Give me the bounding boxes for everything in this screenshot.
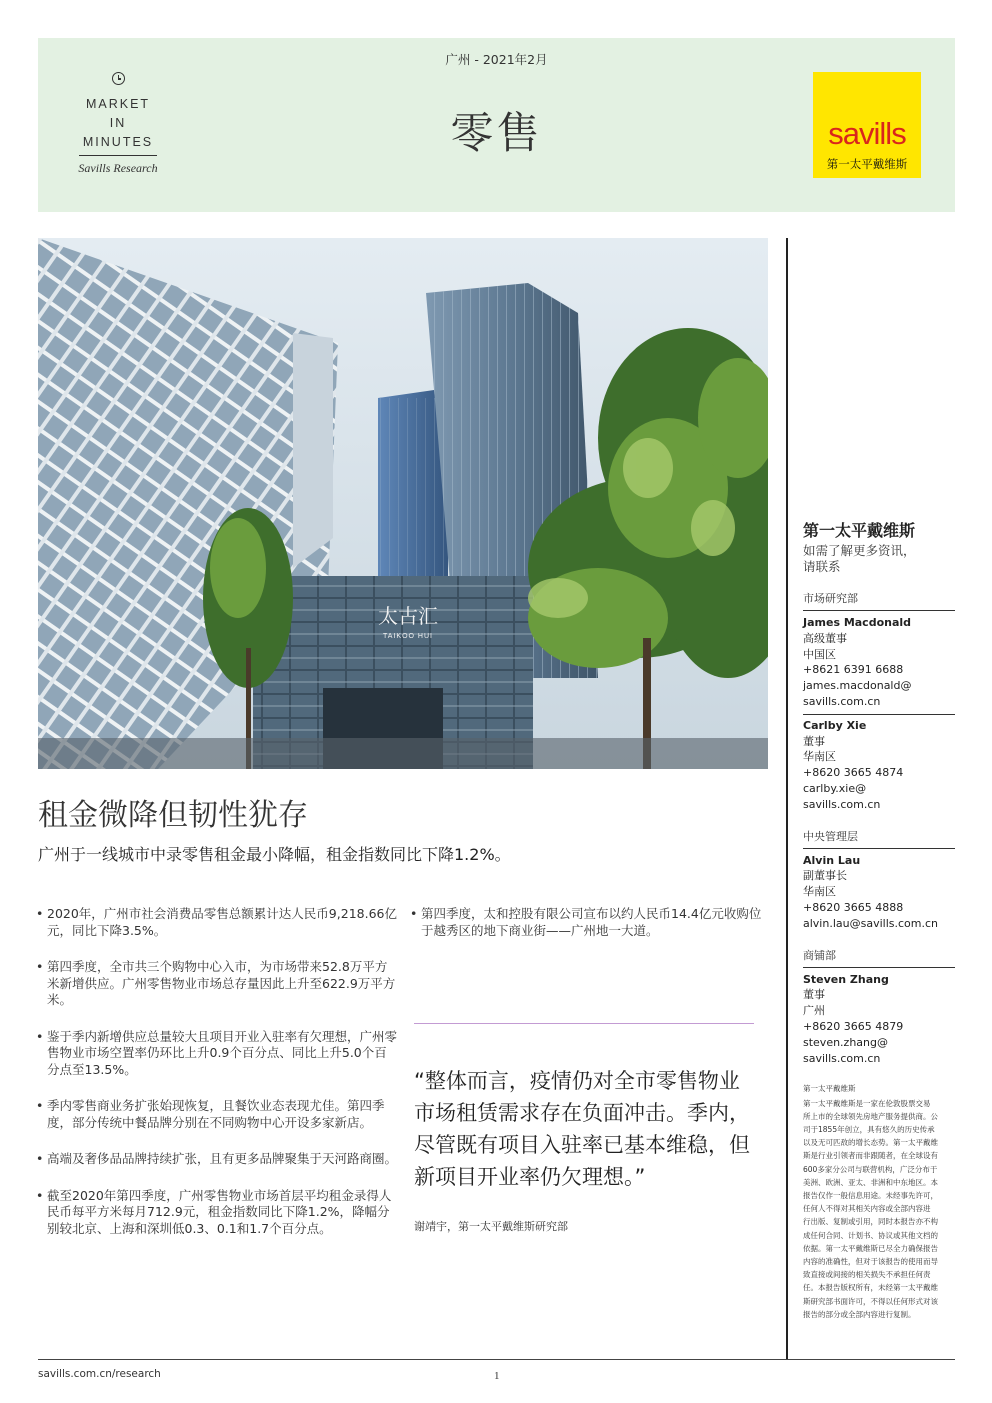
contact-email-link[interactable]: alvin.lau@savills.com.cn bbox=[803, 916, 938, 930]
lead-summary: 广州于一线城市中录零售租金最小降幅，租金指数同比下降1.2%。 bbox=[38, 845, 511, 864]
contact-card bbox=[803, 972, 955, 1067]
footer-research-link[interactable]: savills.com.cn/research bbox=[38, 1368, 161, 1380]
brand-line: MARKET bbox=[85, 97, 151, 111]
contact-title: 副董事长 bbox=[803, 869, 847, 883]
about-line: 任。本报告版权所有，未经第一太平戴维 bbox=[803, 1283, 938, 1293]
headline: 租金微降但韧性犹存 bbox=[38, 798, 308, 833]
about-line: 600多家分公司与联营机构，广泛分布于 bbox=[803, 1164, 938, 1174]
contact-prompt-line: 请联系 bbox=[803, 559, 841, 574]
section-title: 商铺部 bbox=[803, 947, 955, 968]
cover-photo-taikoo-hui bbox=[38, 238, 768, 769]
section-title: 市场研究部 bbox=[803, 590, 955, 611]
quote-source: 谢靖宇，第一太平戴维斯研究部 bbox=[414, 1220, 568, 1233]
bullet-point: • 第四季度，全市共三个购物中心入市，为市场带来52.8万平方米新增供应。广州零售物业市场总存量因此上升至622.9万平方米。 bbox=[38, 959, 398, 1009]
pull-quote: “整体而言，疫情仍对全市零售物业市场租赁需求存在负面冲击。季内，尽管既有项目入驻率已基本维稳，但新项目开业率仍欠理想。” bbox=[414, 1069, 750, 1189]
contact-card bbox=[803, 714, 955, 813]
contact-title: 董事 bbox=[803, 734, 825, 748]
bullet-point: • 季内零售商业务扩张始现恢复，且餐饮业态表现尤佳。第四季度，部分传统中餐品牌分别在不同购物中心开设多家新店。 bbox=[38, 1098, 398, 1131]
contact-email-link[interactable]: savills.com.cn bbox=[803, 1051, 881, 1065]
savills-logo bbox=[813, 72, 921, 178]
contact-name: Steven Zhang bbox=[803, 972, 889, 986]
section-title: 中央管理层 bbox=[803, 828, 955, 849]
contact-region: 中国区 bbox=[803, 647, 836, 661]
contact-card bbox=[803, 615, 955, 710]
logo-chinese-name: 第一太平戴维斯 bbox=[826, 157, 908, 171]
contact-title: 高级董事 bbox=[803, 631, 847, 645]
contact-phone: +8621 6391 6688 bbox=[803, 663, 904, 677]
about-line: 司于1855年创立，具有悠久的历史传承 bbox=[803, 1124, 935, 1134]
bullet-point: • 鉴于季内新增供应总量较大且项目开业入驻率有欠理想，广州零售物业市场空置率仍环比上升0.9个百分点、同比上升5.0个百分点至13.5%。 bbox=[38, 1029, 398, 1079]
report-date: 广州 - 2021年2月 bbox=[445, 52, 548, 67]
contact-email-link[interactable]: carlby.xie@ bbox=[803, 781, 867, 795]
header-banner bbox=[38, 38, 955, 212]
contact-phone: +8620 3665 4888 bbox=[803, 900, 904, 914]
bullet-point: • 截至2020年第四季度，广州零售物业市场首层平均租金录得人民币每平方米每月712.9元，租金指数同比下降1.2%，降幅分别较北京、上海和深圳低0.3、0.1和1.7个百分点。 bbox=[38, 1188, 398, 1238]
contact-email-link[interactable]: james.macdonald@ bbox=[803, 679, 912, 693]
brand-line: IN bbox=[109, 116, 127, 130]
clock-icon bbox=[112, 72, 125, 85]
bullet-point: • 第四季度，太和控股有限公司宣布以约人民币14.4亿元收购位于越秀区的地下商业街——广州地一大道。 bbox=[412, 906, 762, 939]
about-line: 所上市的全球领先房地产服务提供商。公 bbox=[803, 1111, 938, 1121]
about-title: 第一太平戴维斯 bbox=[803, 1084, 856, 1094]
contact-name: James Macdonald bbox=[803, 616, 912, 629]
page-number: 1 bbox=[494, 1370, 500, 1382]
about-line: 斯是行业引领者而非跟随者，在全球设有 bbox=[803, 1151, 938, 1161]
quote-divider bbox=[414, 1023, 754, 1024]
about-disclaimer bbox=[803, 1082, 955, 1321]
contact-title: 董事 bbox=[803, 988, 825, 1002]
contact-sidebar bbox=[803, 518, 955, 1321]
footer-divider bbox=[38, 1359, 955, 1360]
contact-prompt bbox=[803, 543, 955, 575]
about-line: 致直接或间接的相关损失不承担任何责 bbox=[803, 1270, 931, 1280]
about-line: 斯研究部书面许可，不得以任何形式对该 bbox=[803, 1296, 938, 1306]
contact-name: Alvin Lau bbox=[803, 853, 861, 867]
contact-region: 华南区 bbox=[803, 885, 836, 899]
about-line: 成任何合同、计划书、协议或其他文档的 bbox=[803, 1230, 938, 1240]
contact-email-link[interactable]: savills.com.cn bbox=[803, 694, 881, 708]
about-line: 行出版、复制或引用，同时本报告亦不构 bbox=[803, 1217, 938, 1227]
about-line: 任何人不得对其相关内容或全部内容进 bbox=[803, 1204, 931, 1214]
key-points-left bbox=[38, 906, 398, 1257]
building-sign-chinese: 太古汇 bbox=[378, 606, 438, 628]
contact-email-link[interactable]: savills.com.cn bbox=[803, 797, 881, 811]
about-line: 美洲、欧洲、亚太、非洲和中东地区。本 bbox=[803, 1177, 938, 1187]
contact-phone: +8620 3665 4879 bbox=[803, 1019, 904, 1033]
contact-region: 广州 bbox=[803, 1004, 825, 1018]
brand-line: MINUTES bbox=[82, 135, 154, 149]
contact-phone: +8620 3665 4874 bbox=[803, 766, 904, 780]
contact-email-link[interactable]: steven.zhang@ bbox=[803, 1035, 888, 1049]
contact-region: 华南区 bbox=[803, 750, 836, 764]
bullet-point: • 高端及奢侈品品牌持续扩张，且有更多品牌聚集于天河路商圈。 bbox=[38, 1151, 398, 1168]
about-line: 以及无可匹敌的增长态势。第一太平戴维 bbox=[803, 1138, 938, 1148]
about-line: 报告仅作一般信息用途。未经事先许可， bbox=[803, 1190, 938, 1200]
contact-prompt-line: 如需了解更多资讯， bbox=[803, 543, 916, 558]
column-divider bbox=[786, 238, 788, 1360]
key-points-right bbox=[412, 906, 762, 939]
brand-subtitle: Savills Research bbox=[78, 161, 158, 175]
about-line: 第一太平戴维斯是一家在伦敦股票交易 bbox=[803, 1098, 931, 1108]
about-line: 内容的准确性，但对于该报告的使用而导 bbox=[803, 1256, 938, 1266]
contact-card bbox=[803, 853, 955, 932]
logo-wordmark: savills bbox=[828, 116, 906, 151]
report-title: 零售 bbox=[450, 109, 543, 159]
contact-name: Carlby Xie bbox=[803, 718, 867, 732]
bullet-point: • 2020年，广州市社会消费品零售总额累计达人民币9,218.66亿元，同比下降3.5%。 bbox=[38, 906, 398, 939]
sidebar-company: 第一太平戴维斯 bbox=[803, 521, 916, 540]
about-line: 依据。第一太平戴维斯已尽全力确保报告 bbox=[803, 1243, 938, 1253]
building-sign-english: TAIKOO HUI bbox=[383, 633, 433, 640]
about-line: 报告的部分或全部内容进行复制。 bbox=[803, 1309, 916, 1319]
